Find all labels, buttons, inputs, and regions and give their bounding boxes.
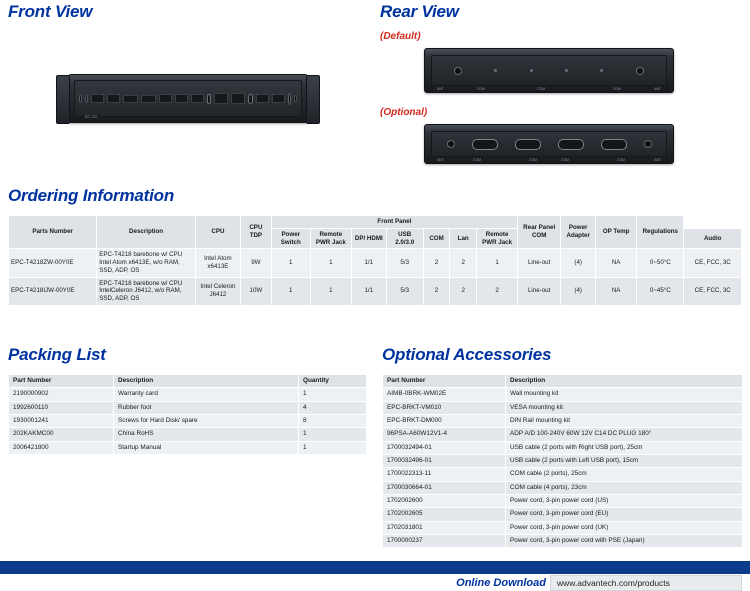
cell-description: COM cable (2 ports), 25cm: [506, 468, 743, 481]
col-com: COM: [423, 228, 450, 249]
cell-power-adapter: NA: [596, 277, 637, 305]
front-device-image: [8, 74, 358, 123]
cell-description: USB cable (2 ports with Right USB port), 25cm: [506, 441, 743, 454]
front-chassis: [68, 74, 308, 123]
rear-chassis-optional: [424, 124, 674, 164]
cell-part-number: 1700032494-01: [383, 441, 506, 454]
cell-quantity: 1: [299, 441, 367, 454]
online-download-label: Online Download: [456, 576, 546, 589]
optional-accessories-table: [382, 374, 743, 548]
dc-power-jack-icon: [288, 93, 291, 105]
table-header-row: [383, 375, 743, 388]
com-port-icon: [248, 94, 253, 104]
cell-tdp: 9W: [240, 249, 271, 277]
table-row: [383, 428, 743, 441]
cell-description: EPC-T4218 barebone w/ CPU IntelCeleron J6412, w/o RAM, SSD, ADP, OS: [97, 277, 196, 305]
cell-description: Power cord, 3-pin power cord with PSE (Japan): [506, 534, 743, 547]
cell-part-number: 1700000237: [383, 534, 506, 547]
cell-part-number: EPC-BRKT-VM010: [383, 401, 506, 414]
front-port-panel: [74, 80, 302, 117]
cell-description: Warranty card: [114, 388, 299, 401]
col-part-number: Part Number: [383, 375, 506, 388]
rear-optional-image: [380, 124, 742, 164]
cell-description: ADP A/D 100-240V 60W 12V C14 DC PLUG 180°: [506, 428, 743, 441]
optional-accessories-section: [382, 345, 742, 548]
table-row: [383, 454, 743, 467]
cell-regulations: CE, FCC, 3C: [684, 249, 742, 277]
rear-panel-default: [431, 55, 667, 86]
antenna-label: ANT: [437, 158, 444, 162]
usb-port-icon: [256, 94, 269, 103]
col-regulations: Regulations: [637, 216, 684, 249]
cell-description: Power cord, 3-pin power cord (EU): [506, 508, 743, 521]
col-rear-panel-com: [518, 216, 561, 249]
cell-part-number: 1702002600: [383, 494, 506, 507]
cell-description: Power cord, 3-pin power cord (UK): [506, 521, 743, 534]
col-cpu-tdp: CPU TDP: [240, 216, 271, 249]
cell-description: Startup Manual: [114, 441, 299, 454]
rear-com-label: COM: [531, 232, 547, 240]
usb-port-icon: [107, 94, 120, 103]
cell-usb: 5/3: [386, 277, 423, 305]
cell-remote-pwr-jack-2: 1: [477, 249, 518, 277]
col-description: Description: [506, 375, 743, 388]
cell-lan: 2: [450, 277, 477, 305]
col-remote-pwr-jack: Remote PWR Jack: [310, 228, 351, 249]
rear-view-title: Rear View: [380, 2, 459, 21]
com-label: COM: [473, 158, 481, 162]
antenna-hole-icon: [454, 67, 462, 75]
cell-description: Wall mounting kit: [506, 388, 743, 401]
com-label: COM: [613, 87, 621, 91]
table-row: [383, 494, 743, 507]
screw-icon: [494, 69, 497, 72]
cell-part-number: 96PSA-A60W12V1-4: [383, 428, 506, 441]
col-power-switch: Power Switch: [271, 228, 310, 249]
cell-dp-hdmi: 1/1: [351, 249, 386, 277]
cell-dp-hdmi: 1/1: [351, 277, 386, 305]
col-dp-hdmi: DP/ HDMI: [351, 228, 386, 249]
cell-part-number: AIMB-0BRK-WM02E: [383, 388, 506, 401]
col-description: Description: [97, 216, 196, 249]
cell-part-number: 2006421800: [9, 441, 114, 454]
cell-usb: 5/3: [386, 249, 423, 277]
packing-table-head: [9, 375, 367, 388]
cell-part-number: 1992600110: [9, 401, 114, 414]
cell-power-switch: 1: [271, 277, 310, 305]
cell-part-number: 2190000902: [9, 388, 114, 401]
col-op-temp: OP Temp: [596, 216, 637, 249]
cell-part-number: 1930001241: [9, 414, 114, 427]
antenna-hole-icon: [447, 140, 455, 148]
table-row: [383, 521, 743, 534]
table-row: [383, 481, 743, 494]
com-port-icon: [515, 139, 541, 150]
table-row: [383, 508, 743, 521]
mounting-bracket-left: [56, 75, 70, 124]
col-quantity: Quantity: [299, 375, 367, 388]
power-button-icon: [294, 95, 297, 102]
ordering-table-head: [9, 216, 742, 249]
com-label: COM: [537, 87, 545, 91]
rear-panel-optional: [431, 131, 667, 157]
table-row: [9, 401, 367, 414]
cell-remote-pwr-jack: 1: [310, 249, 351, 277]
antenna-hole-icon: [644, 140, 652, 148]
cell-part-number: EPC-T4218IJW-00Y0E: [9, 277, 97, 305]
cell-description: VESA mounting kit: [506, 401, 743, 414]
usb-port-icon: [272, 94, 285, 103]
table-row: [383, 401, 743, 414]
ordering-table-body: [9, 249, 742, 306]
antenna-label: ANT: [437, 87, 444, 91]
rear-default-label: (Default): [380, 31, 421, 42]
packing-list-title: Packing List: [8, 345, 106, 364]
cell-description: EPC-T4218 barebone w/ CPU Intel Atom x6413E, w/o RAM, SSD, ADP, OS: [97, 249, 196, 277]
screw-icon: [600, 69, 603, 72]
table-row: [9, 388, 367, 401]
cell-op-temp: 0~45°C: [637, 277, 684, 305]
cell-audio: Line-out: [518, 277, 561, 305]
table-row: [383, 414, 743, 427]
usb-port-icon: [191, 94, 204, 103]
table-header-row: [9, 375, 367, 388]
com-port-icon: [601, 139, 627, 150]
cell-description: Rubber foot: [114, 401, 299, 414]
col-power-adapter: Power Adapter: [561, 216, 596, 249]
screw-icon: [565, 69, 568, 72]
cell-regulations: CE, FCC, 3C: [684, 277, 742, 305]
cell-part-number: EPC-BRKT-DM000: [383, 414, 506, 427]
col-cpu: CPU: [195, 216, 240, 249]
hdmi-port-icon: [123, 95, 138, 103]
lan-port-icon: [231, 93, 245, 104]
dc-power-label: DC 12V: [85, 115, 98, 119]
table-row: [9, 428, 367, 441]
packing-list-table: [8, 374, 367, 455]
col-description: Description: [114, 375, 299, 388]
screw-icon: [530, 69, 533, 72]
cell-description: DIN Rail mounting kit: [506, 414, 743, 427]
audio-jack-icon: [79, 94, 82, 103]
ordering-information-section: [8, 186, 742, 306]
ordering-title: Ordering Information: [8, 186, 175, 205]
packing-list-section: [8, 345, 366, 455]
optional-accessories-title: Optional Accessories: [382, 345, 552, 364]
cell-quantity: 1: [299, 388, 367, 401]
cell-rear-com: (4): [561, 277, 596, 305]
com-port-icon: [558, 139, 584, 150]
cell-part-number: 202KAKMC00: [9, 428, 114, 441]
cell-quantity: 8: [299, 414, 367, 427]
com-label: COM: [529, 158, 537, 162]
rear-optional-label: (Optional): [380, 107, 428, 118]
cell-op-temp: 0~50°C: [637, 249, 684, 277]
cell-part-number: 1702031801: [383, 521, 506, 534]
front-view-section: [8, 2, 358, 123]
cell-description: USB cable (2 ports with Left USB port), 15cm: [506, 454, 743, 467]
com-port-icon: [472, 139, 498, 150]
cell-rear-com: (4): [561, 249, 596, 277]
col-remote-pwr-jack-2: Remote PWR Jack: [477, 228, 518, 249]
cell-description: COM cable (4 ports), 23cm: [506, 481, 743, 494]
audio-jack-icon: [85, 94, 88, 103]
footer-blue-bar: [0, 561, 750, 574]
cell-description: China RoHS: [114, 428, 299, 441]
cell-power-adapter: NA: [596, 249, 637, 277]
cell-remote-pwr-jack-2: 2: [477, 277, 518, 305]
cell-remote-pwr-jack: 1: [310, 277, 351, 305]
com-label: COM: [617, 158, 625, 162]
table-row: [9, 414, 367, 427]
usb-port-icon: [159, 94, 172, 103]
table-row: [383, 388, 743, 401]
com-port-icon: [207, 94, 212, 104]
mounting-bracket-right: [306, 75, 320, 124]
table-group-header-row: [9, 216, 742, 229]
cell-part-number: 1700022313-11: [383, 468, 506, 481]
ordering-table: [8, 215, 742, 306]
rear-panel-group-label: Rear Panel: [523, 224, 556, 232]
cell-description: Screws for Hard Disk/ spare: [114, 414, 299, 427]
cell-description: Power cord, 3-pin power cord (US): [506, 494, 743, 507]
cell-part-number: 1700030664-01: [383, 481, 506, 494]
col-audio: Audio: [684, 228, 742, 249]
cell-quantity: 4: [299, 401, 367, 414]
cell-part-number: 1702002605: [383, 508, 506, 521]
cell-lan: 2: [450, 249, 477, 277]
table-row: [9, 277, 742, 305]
footer-download-row: [0, 574, 750, 591]
col-usb: USB 2.0/3.0: [386, 228, 423, 249]
table-row: [383, 441, 743, 454]
table-row: [383, 534, 743, 547]
packing-table-body: [9, 388, 367, 455]
col-parts-number: Parts Number: [9, 216, 97, 249]
antenna-label: ANT: [654, 87, 661, 91]
cell-power-switch: 1: [271, 249, 310, 277]
download-url-field[interactable]: www.advantech.com/products: [550, 575, 742, 591]
cell-tdp: 10W: [240, 277, 271, 305]
usb-port-icon: [91, 94, 104, 103]
col-group-front-panel: Front Panel: [271, 216, 517, 229]
accessories-table-head: [383, 375, 743, 388]
col-part-number: Part Number: [9, 375, 114, 388]
antenna-label: ANT: [654, 158, 661, 162]
cell-part-number: 1700032496-01: [383, 454, 506, 467]
cell-quantity: 1: [299, 428, 367, 441]
antenna-hole-icon: [636, 67, 644, 75]
cell-audio: Line-out: [518, 249, 561, 277]
table-row: [9, 249, 742, 277]
rear-chassis-default: [424, 48, 674, 93]
table-row: [9, 441, 367, 454]
cell-com: 2: [423, 277, 450, 305]
accessories-table-body: [383, 388, 743, 548]
cell-part-number: EPC-T4218ZW-00Y0E: [9, 249, 97, 277]
usb-port-icon: [175, 94, 188, 103]
lan-port-icon: [214, 93, 228, 104]
table-row: [383, 468, 743, 481]
cell-cpu: Intel Atom x6413E: [195, 249, 240, 277]
cell-cpu: Intel Celeron J6412: [195, 277, 240, 305]
com-label: COM: [561, 158, 569, 162]
com-label: COM: [477, 87, 485, 91]
rear-default-image: [380, 48, 742, 93]
displayport-icon: [141, 95, 156, 103]
rear-view-section: [380, 2, 742, 164]
front-view-title: Front View: [8, 2, 93, 21]
cell-com: 2: [423, 249, 450, 277]
col-lan: Lan: [450, 228, 477, 249]
